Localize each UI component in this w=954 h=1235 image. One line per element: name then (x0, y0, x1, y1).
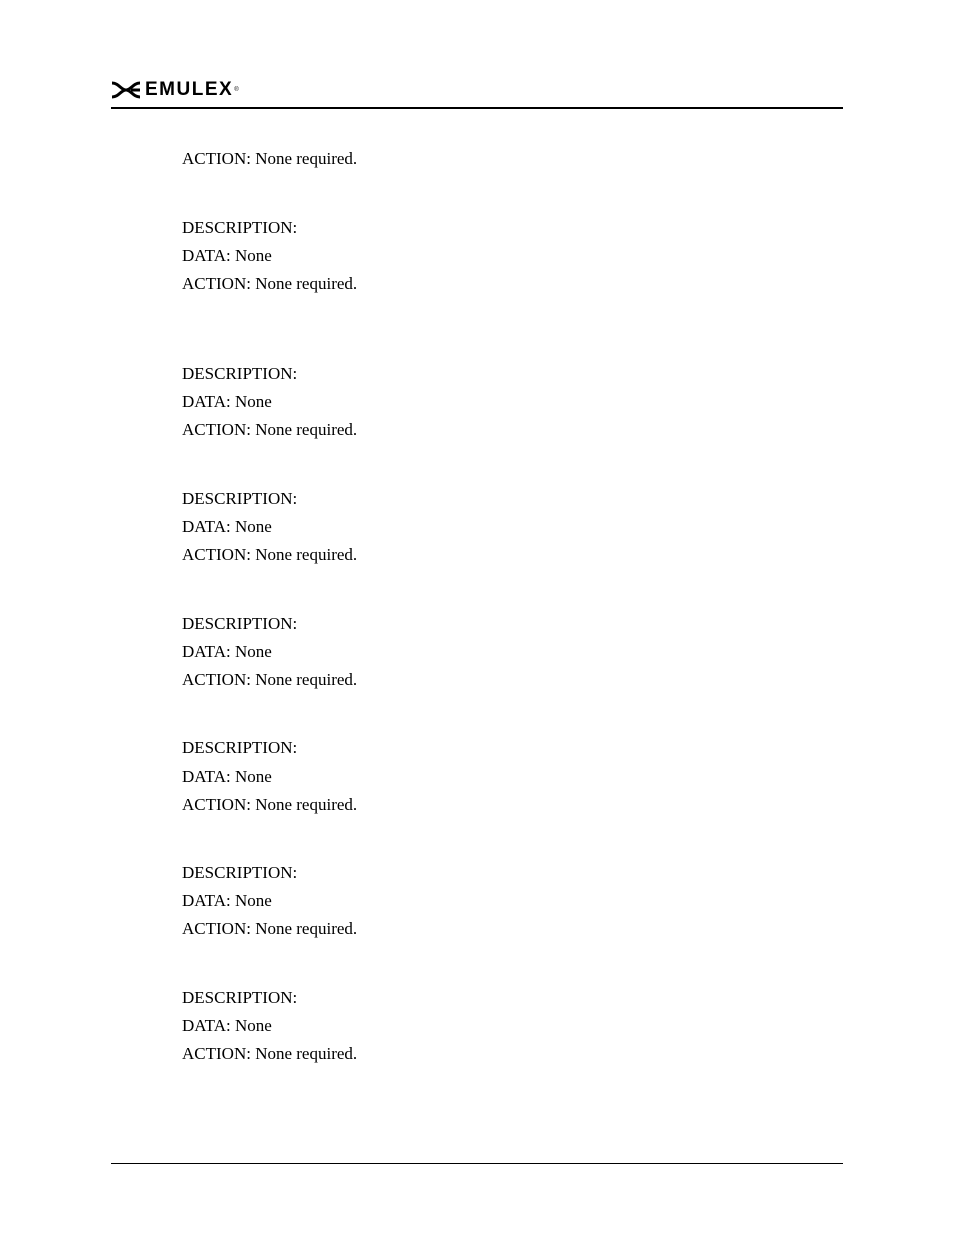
data-text: DATA: None (182, 767, 272, 786)
description-label: DESCRIPTION: (182, 614, 298, 633)
footer-rule (111, 1163, 843, 1164)
action-text: ACTION: None required. (182, 545, 358, 564)
description-label: DESCRIPTION: (182, 364, 298, 383)
data-text: DATA: None (182, 1016, 272, 1035)
action-text: ACTION: None required. (182, 274, 358, 293)
description-label: DESCRIPTION: (182, 988, 298, 1007)
action-text: ACTION: None required. (182, 420, 358, 439)
description-label: DESCRIPTION: (182, 863, 298, 882)
action-text: ACTION: None required. (182, 795, 358, 814)
header-rule (111, 107, 843, 109)
action-text: ACTION: None required. (182, 670, 358, 689)
action-text: ACTION: None required. (182, 1044, 358, 1063)
data-text: DATA: None (182, 891, 272, 910)
data-text: DATA: None (182, 642, 272, 661)
description-label: DESCRIPTION: (182, 218, 298, 237)
action-text: ACTION: None required. (182, 919, 358, 938)
action-text: ACTION: None required. (182, 149, 358, 168)
trademark-symbol: ® (234, 87, 239, 93)
description-label: DESCRIPTION: (182, 489, 298, 508)
brand-name: EMULEX (145, 79, 234, 100)
data-text: DATA: None (182, 392, 272, 411)
emulex-logo (111, 81, 239, 99)
emulex-logo-icon (111, 81, 141, 99)
data-text: DATA: None (182, 517, 272, 536)
data-text: DATA: None (182, 246, 272, 265)
description-label: DESCRIPTION: (182, 738, 298, 757)
